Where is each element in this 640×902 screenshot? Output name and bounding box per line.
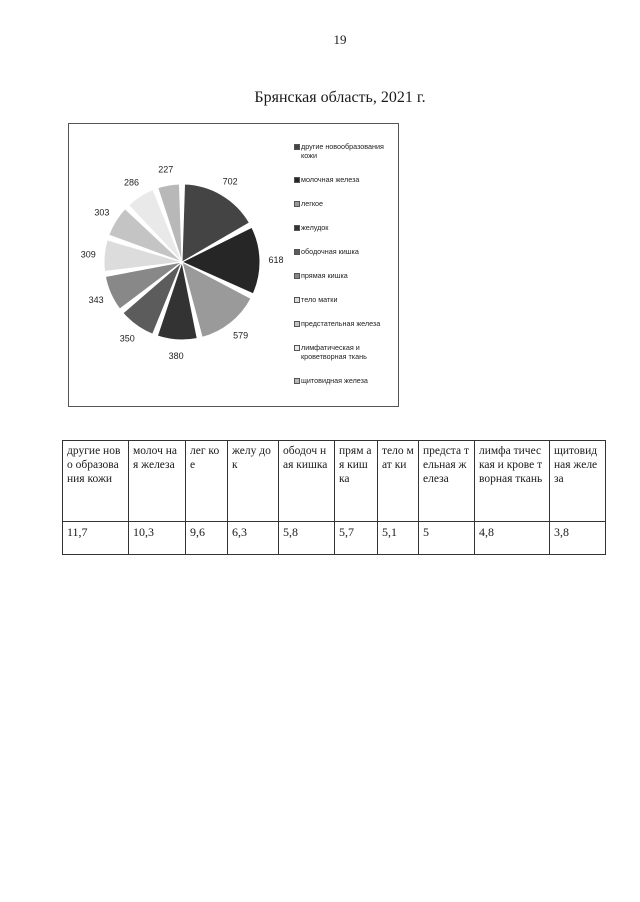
- table-header-cell: лег кое: [186, 441, 228, 522]
- legend-label: желудок: [301, 223, 329, 232]
- table-header-cell: прям ая киш ка: [335, 441, 378, 522]
- table-value-cell: 10,3: [129, 522, 186, 555]
- legend-swatch: [294, 378, 300, 384]
- legend-swatch: [294, 225, 300, 231]
- table-value-cell: 3,8: [550, 522, 606, 555]
- legend-item: [294, 271, 398, 280]
- table-header-cell: тело мат ки: [378, 441, 419, 522]
- pie-value-label: 309: [80, 249, 96, 260]
- pie-value-label: 343: [88, 295, 104, 306]
- legend-swatch: [294, 144, 300, 150]
- page-number: 19: [333, 32, 347, 47]
- page-title: Брянская область, 2021 г.: [254, 89, 426, 106]
- legend-item: [294, 319, 398, 328]
- table-value-cell: 4,8: [475, 522, 550, 555]
- legend-label: легкое: [301, 199, 324, 208]
- legend-item: [294, 247, 398, 256]
- legend-swatch: [294, 297, 300, 303]
- pie-chart: [68, 123, 399, 407]
- legend-item: [294, 343, 398, 361]
- legend-label: другие новообразования кожи: [301, 142, 384, 160]
- table-header-row: [63, 441, 606, 522]
- legend-swatch: [294, 345, 300, 351]
- pie-value-label: 702: [222, 176, 238, 187]
- pie-value-label: 579: [233, 330, 249, 341]
- legend-item: [294, 376, 398, 385]
- pie-value-label: 227: [158, 164, 174, 175]
- pie-value-label: 380: [168, 350, 184, 361]
- table-header-cell: предста тельная железа: [419, 441, 475, 522]
- legend-swatch: [294, 273, 300, 279]
- chart-legend: [294, 142, 398, 400]
- pie-value-label: 618: [268, 255, 284, 266]
- legend-label: прямая кишка: [301, 271, 348, 280]
- table-value-cell: 6,3: [228, 522, 279, 555]
- legend-swatch: [294, 201, 300, 207]
- legend-label: молочная железа: [301, 175, 360, 184]
- legend-label: тело матки: [301, 295, 338, 304]
- legend-swatch: [294, 177, 300, 183]
- table-value-cell: 5,7: [335, 522, 378, 555]
- legend-label: ободочная кишка: [301, 247, 359, 256]
- legend-item: [294, 142, 398, 160]
- table-value-cell: 5: [419, 522, 475, 555]
- pie-value-label: 286: [123, 177, 139, 188]
- legend-label: лимфатическая и кроветворная ткань: [301, 343, 367, 361]
- table-header-cell: другие ново образова ния кожи: [63, 441, 129, 522]
- legend-label: предстательная железа: [301, 319, 381, 328]
- table-value-cell: 11,7: [63, 522, 129, 555]
- legend-label: щитовидная железа: [301, 376, 368, 385]
- table-value-cell: 5,8: [279, 522, 335, 555]
- table-header-cell: молоч ная железа: [129, 441, 186, 522]
- statistics-table: [62, 440, 606, 555]
- table-value-cell: 9,6: [186, 522, 228, 555]
- legend-item: [294, 223, 398, 232]
- table-value-cell: 5,1: [378, 522, 419, 555]
- legend-item: [294, 199, 398, 208]
- legend-item: [294, 295, 398, 304]
- legend-swatch: [294, 321, 300, 327]
- legend-swatch: [294, 249, 300, 255]
- table-header-cell: щитовид ная железа: [550, 441, 606, 522]
- table-header-cell: ободоч ная кишка: [279, 441, 335, 522]
- pie-value-label: 303: [94, 207, 110, 218]
- legend-item: [294, 175, 398, 184]
- table-header-cell: лимфа тическая и крове творная ткань: [475, 441, 550, 522]
- table-value-row: [63, 522, 606, 555]
- table-header-cell: желу док: [228, 441, 279, 522]
- pie-value-label: 350: [119, 333, 135, 344]
